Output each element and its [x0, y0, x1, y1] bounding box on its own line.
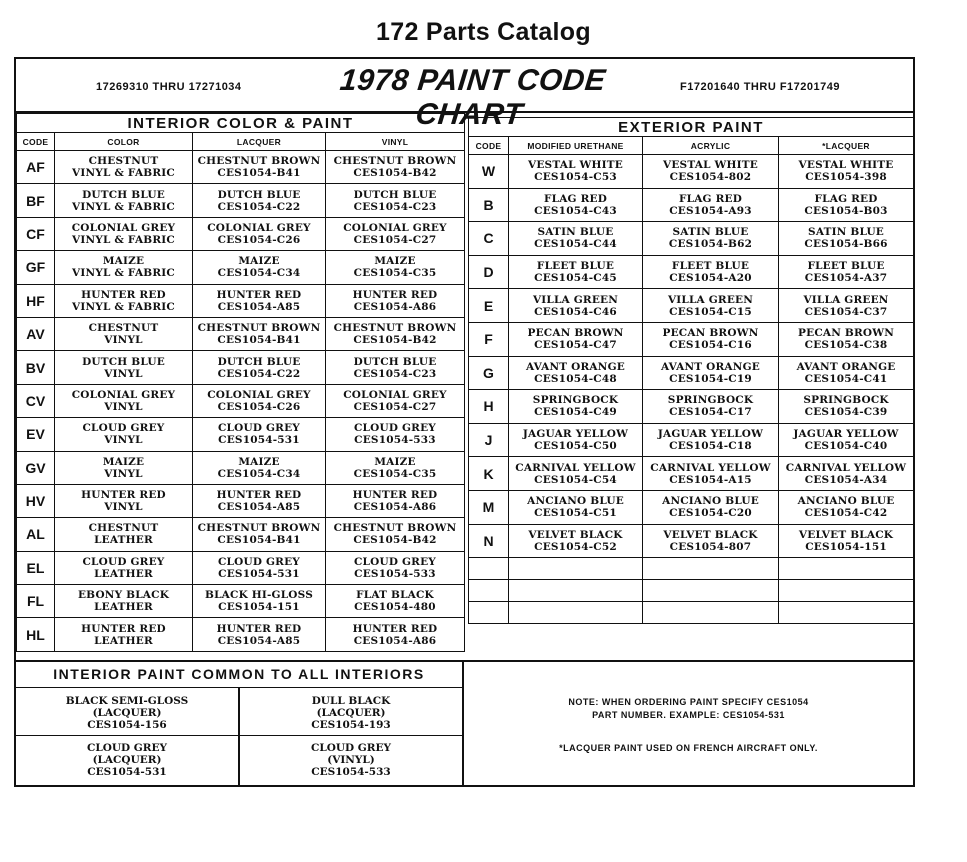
blank-cell — [469, 580, 509, 602]
lacquer-paint: COLONIAL GREY CES1054-C26 — [193, 217, 326, 250]
paint-code: FL — [17, 585, 55, 618]
table-row — [17, 151, 465, 184]
paint-code: AF — [17, 151, 55, 184]
lacquer-paint: MAIZE CES1054-C34 — [193, 451, 326, 484]
urethane-paint: VELVET BLACK CES1054-C52 — [509, 524, 643, 558]
paint-code: HF — [17, 284, 55, 317]
urethane-paint: AVANT ORANGE CES1054-C48 — [509, 356, 643, 390]
color-name: DUTCH BLUE VINYL & FABRIC — [55, 184, 193, 217]
lacquer-paint: DUTCH BLUE CES1054-C22 — [193, 184, 326, 217]
blank-cell — [509, 558, 643, 580]
urethane-paint: CARNIVAL YELLOW CES1054-C54 — [509, 457, 643, 491]
urethane-paint: ANCIANO BLUE CES1054-C51 — [509, 490, 643, 524]
color-name: HUNTER RED VINYL — [55, 484, 193, 517]
table-row — [469, 289, 914, 323]
color-name: MAIZE VINYL — [55, 451, 193, 484]
blank-row — [469, 580, 914, 602]
table-row — [469, 255, 914, 289]
vinyl-paint: DUTCH BLUE CES1054-C23 — [326, 351, 465, 384]
table-row — [17, 518, 465, 551]
table-row — [469, 390, 914, 424]
acrylic-paint: VILLA GREEN CES1054-C15 — [643, 289, 779, 323]
blank-cell — [509, 580, 643, 602]
color-name: CLOUD GREY LEATHER — [55, 551, 193, 584]
lacquer-paint: FLAG RED CES1054-B03 — [779, 188, 914, 222]
lacquer-paint: CLOUD GREY CES1054-531 — [193, 418, 326, 451]
lacquer-paint: HUNTER RED CES1054-A85 — [193, 618, 326, 651]
color-name: CHESTNUT LEATHER — [55, 518, 193, 551]
paint-code: CF — [17, 217, 55, 250]
blank-cell — [779, 602, 914, 624]
table-row — [469, 490, 914, 524]
lacquer-paint: VELVET BLACK CES1054-151 — [779, 524, 914, 558]
paint-code: GV — [17, 451, 55, 484]
blank-cell — [643, 558, 779, 580]
lacquer-paint: MAIZE CES1054-C34 — [193, 251, 326, 284]
table-row — [17, 484, 465, 517]
blank-cell — [469, 602, 509, 624]
color-name: HUNTER RED LEATHER — [55, 618, 193, 651]
catalog-title: 172 Parts Catalog — [376, 18, 591, 46]
ordering-note: NOTE: WHEN ORDERING PAINT SPECIFY CES1054 PART NUMBER. EXAMPLE: CES1054-531 — [568, 697, 809, 720]
column-header-modified-urethane: MODIFIED URETHANE — [509, 137, 643, 155]
lacquer-paint: CLOUD GREY CES1054-531 — [193, 551, 326, 584]
blank-cell — [643, 602, 779, 624]
urethane-paint: PECAN BROWN CES1054-C47 — [509, 322, 643, 356]
acrylic-paint: PECAN BROWN CES1054-C16 — [643, 322, 779, 356]
paint-code: G — [469, 356, 509, 390]
column-header-color: COLOR — [55, 133, 193, 151]
exterior-heading: EXTERIOR PAINT — [469, 118, 914, 137]
vinyl-paint: FLAT BLACK CES1054-480 — [326, 585, 465, 618]
paint-code: B — [469, 188, 509, 222]
vinyl-paint: DUTCH BLUE CES1054-C23 — [326, 184, 465, 217]
color-name: COLONIAL GREY VINYL & FABRIC — [55, 217, 193, 250]
color-name: CHESTNUT VINYL & FABRIC — [55, 151, 193, 184]
table-row — [469, 457, 914, 491]
column-header-lacquer: *LACQUER — [779, 137, 914, 155]
lacquer-paint: SATIN BLUE CES1054-B66 — [779, 222, 914, 256]
acrylic-paint: CARNIVAL YELLOW CES1054-A15 — [643, 457, 779, 491]
notes-panel — [464, 660, 913, 785]
paint-code: F — [469, 322, 509, 356]
table-row — [17, 251, 465, 284]
paint-code: K — [469, 457, 509, 491]
color-name: DUTCH BLUE VINYL — [55, 351, 193, 384]
table-row — [17, 351, 465, 384]
paint-code: W — [469, 155, 509, 189]
color-name: CHESTNUT VINYL — [55, 317, 193, 350]
acrylic-paint: SPRINGBOCK CES1054-C17 — [643, 390, 779, 424]
acrylic-paint: VELVET BLACK CES1054-807 — [643, 524, 779, 558]
common-paint-item: CLOUD GREY (LACQUER) CES1054-531 — [87, 742, 167, 778]
lacquer-paint: CARNIVAL YELLOW CES1054-A34 — [779, 457, 914, 491]
vinyl-paint: CLOUD GREY CES1054-533 — [326, 551, 465, 584]
lacquer-paint: VILLA GREEN CES1054-C37 — [779, 289, 914, 323]
vinyl-paint: CHESTNUT BROWN CES1054-B42 — [326, 151, 465, 184]
urethane-paint: JAGUAR YELLOW CES1054-C50 — [509, 423, 643, 457]
vinyl-paint: CHESTNUT BROWN CES1054-B42 — [326, 317, 465, 350]
lacquer-paint: JAGUAR YELLOW CES1054-C40 — [779, 423, 914, 457]
table-row — [17, 384, 465, 417]
paint-code: HV — [17, 484, 55, 517]
table-row — [17, 451, 465, 484]
lacquer-footnote: *LACQUER PAINT USED ON FRENCH AIRCRAFT ONLY. — [559, 743, 818, 753]
blank-row — [469, 602, 914, 624]
vinyl-paint: CHESTNUT BROWN CES1054-B42 — [326, 518, 465, 551]
paint-code: AL — [17, 518, 55, 551]
table-row — [469, 155, 914, 189]
table-row — [17, 284, 465, 317]
serial-range-right: F17201640 THRU F17201749 — [680, 81, 840, 93]
chart-title: 1978 PAINT CODE CHART — [338, 64, 608, 131]
table-row — [17, 418, 465, 451]
blank-cell — [643, 580, 779, 602]
paint-code: D — [469, 255, 509, 289]
urethane-paint: SPRINGBOCK CES1054-C49 — [509, 390, 643, 424]
paint-code: E — [469, 289, 509, 323]
common-interior-paint — [16, 660, 464, 785]
blank-cell — [779, 558, 914, 580]
color-name: HUNTER RED VINYL & FABRIC — [55, 284, 193, 317]
lacquer-paint: BLACK HI-GLOSS CES1054-151 — [193, 585, 326, 618]
common-paint-item: BLACK SEMI-GLOSS (LACQUER) CES1054-156 — [65, 695, 189, 731]
paint-code: AV — [17, 317, 55, 350]
color-name: COLONIAL GREY VINYL — [55, 384, 193, 417]
color-name: CLOUD GREY VINYL — [55, 418, 193, 451]
blank-cell — [509, 602, 643, 624]
lacquer-paint: ANCIANO BLUE CES1054-C42 — [779, 490, 914, 524]
table-row — [17, 585, 465, 618]
lacquer-paint: VESTAL WHITE CES1054-398 — [779, 155, 914, 189]
common-paint-item: CLOUD GREY (VINYL) CES1054-533 — [311, 742, 391, 778]
vinyl-paint: COLONIAL GREY CES1054-C27 — [326, 384, 465, 417]
paint-code-chart — [14, 57, 915, 787]
paint-code: EL — [17, 551, 55, 584]
column-header-vinyl: VINYL — [326, 133, 465, 151]
column-header-code: CODE — [469, 137, 509, 155]
acrylic-paint: SATIN BLUE CES1054-B62 — [643, 222, 779, 256]
column-header-code: CODE — [17, 133, 55, 151]
table-row — [17, 551, 465, 584]
table-row — [469, 356, 914, 390]
urethane-paint: FLEET BLUE CES1054-C45 — [509, 255, 643, 289]
exterior-paint-table — [468, 117, 914, 624]
paint-code: BV — [17, 351, 55, 384]
paint-code: HL — [17, 618, 55, 651]
table-row — [469, 322, 914, 356]
serial-range-left: 17269310 THRU 17271034 — [96, 81, 242, 93]
urethane-paint: SATIN BLUE CES1054-C44 — [509, 222, 643, 256]
table-row — [469, 222, 914, 256]
lacquer-paint: SPRINGBOCK CES1054-C39 — [779, 390, 914, 424]
table-row — [17, 217, 465, 250]
lacquer-paint: COLONIAL GREY CES1054-C26 — [193, 384, 326, 417]
paint-code: J — [469, 423, 509, 457]
table-row — [469, 188, 914, 222]
paint-code: H — [469, 390, 509, 424]
color-name: MAIZE VINYL & FABRIC — [55, 251, 193, 284]
lacquer-paint: HUNTER RED CES1054-A85 — [193, 284, 326, 317]
blank-row — [469, 558, 914, 580]
table-row — [17, 317, 465, 350]
paint-code: N — [469, 524, 509, 558]
blank-cell — [469, 558, 509, 580]
column-header-acrylic: ACRYLIC — [643, 137, 779, 155]
lacquer-paint: CHESTNUT BROWN CES1054-B41 — [193, 518, 326, 551]
lacquer-paint: CHESTNUT BROWN CES1054-B41 — [193, 317, 326, 350]
urethane-paint: FLAG RED CES1054-C43 — [509, 188, 643, 222]
lacquer-paint: DUTCH BLUE CES1054-C22 — [193, 351, 326, 384]
vinyl-paint: HUNTER RED CES1054-A86 — [326, 618, 465, 651]
paint-code: CV — [17, 384, 55, 417]
divider — [16, 735, 462, 736]
paint-code: EV — [17, 418, 55, 451]
vinyl-paint: CLOUD GREY CES1054-533 — [326, 418, 465, 451]
column-header-lacquer: LACQUER — [193, 133, 326, 151]
vinyl-paint: MAIZE CES1054-C35 — [326, 251, 465, 284]
acrylic-paint: AVANT ORANGE CES1054-C19 — [643, 356, 779, 390]
color-name: EBONY BLACK LEATHER — [55, 585, 193, 618]
acrylic-paint: FLAG RED CES1054-A93 — [643, 188, 779, 222]
vinyl-paint: MAIZE CES1054-C35 — [326, 451, 465, 484]
lacquer-paint: CHESTNUT BROWN CES1054-B41 — [193, 151, 326, 184]
acrylic-paint: FLEET BLUE CES1054-A20 — [643, 255, 779, 289]
interior-color-table — [16, 113, 465, 652]
lacquer-paint: AVANT ORANGE CES1054-C41 — [779, 356, 914, 390]
vinyl-paint: COLONIAL GREY CES1054-C27 — [326, 217, 465, 250]
table-row — [469, 423, 914, 457]
urethane-paint: VESTAL WHITE CES1054-C53 — [509, 155, 643, 189]
vinyl-paint: HUNTER RED CES1054-A86 — [326, 284, 465, 317]
paint-code: GF — [17, 251, 55, 284]
table-row — [17, 618, 465, 651]
lacquer-paint: PECAN BROWN CES1054-C38 — [779, 322, 914, 356]
table-row — [17, 184, 465, 217]
common-paint-item: DULL BLACK (LACQUER) CES1054-193 — [311, 695, 391, 731]
paint-code: M — [469, 490, 509, 524]
acrylic-paint: JAGUAR YELLOW CES1054-C18 — [643, 423, 779, 457]
paint-code: C — [469, 222, 509, 256]
vinyl-paint: HUNTER RED CES1054-A86 — [326, 484, 465, 517]
acrylic-paint: VESTAL WHITE CES1054-802 — [643, 155, 779, 189]
urethane-paint: VILLA GREEN CES1054-C46 — [509, 289, 643, 323]
blank-cell — [779, 580, 914, 602]
acrylic-paint: ANCIANO BLUE CES1054-C20 — [643, 490, 779, 524]
lacquer-paint: FLEET BLUE CES1054-A37 — [779, 255, 914, 289]
paint-code: BF — [17, 184, 55, 217]
lacquer-paint: HUNTER RED CES1054-A85 — [193, 484, 326, 517]
table-row — [469, 524, 914, 558]
interior-heading: INTERIOR COLOR & PAINT — [17, 114, 465, 133]
common-heading: INTERIOR PAINT COMMON TO ALL INTERIORS — [53, 666, 425, 682]
